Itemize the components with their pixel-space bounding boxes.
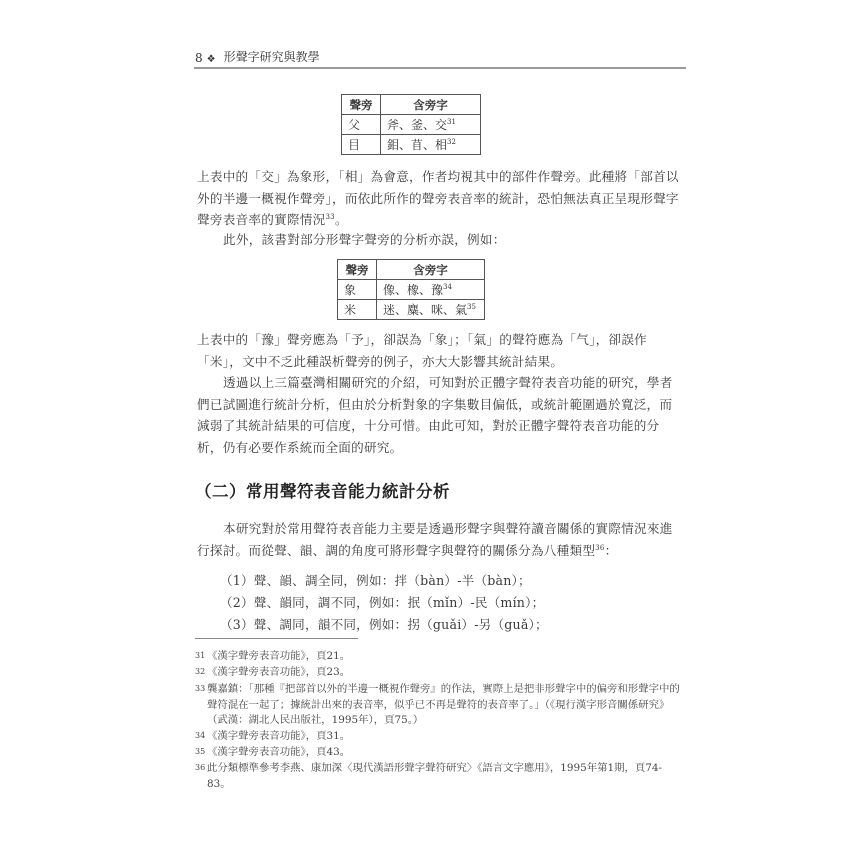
table-cell: 像、橡、豫$^{34}$ — [377, 280, 485, 300]
paragraph-5: 本研究對於常用聲符表音能力主要是透過形聲字與聲符讀音關係的實際情況來進行探討。而從聲、韻、調的角度可將形聲字與聲符的關係分為八種類型$^{36}$： — [197, 521, 673, 558]
table-row — [338, 280, 485, 300]
footnote-ref[interactable]: 34 — [443, 283, 452, 291]
paragraph-4: 透過以上三篇臺灣相關研究的介紹，可知對於正體字聲符表音功能的研究，學者們已試圖進行統計分析，但由於分析對象的字集數目偏低，或統計範圍過於寬泛，而減弱了其統計結果的可信度，十分可惜。由此可知，對於正體字聲符表音功能的分析，仍有必要作系統而全面的研究。 — [197, 375, 673, 455]
page-number: 8 — [195, 51, 203, 65]
table-header-phonetic: 聲旁 — [338, 260, 377, 280]
table-row — [342, 115, 481, 135]
footnote-text: 《漢字聲旁表音功能》，頁31。 — [207, 730, 351, 742]
list-item: （3）聲、調同，韻不同，例如：拐（guǎi）-另（guǎ）； — [220, 617, 548, 632]
book-title: 形聲字研究與教學 — [223, 50, 320, 64]
header-rule — [194, 67, 686, 69]
table-cell: 迷、麋、咪、氣$^{35}$ — [377, 300, 485, 320]
footnote-number: 31 — [195, 651, 206, 660]
footnote — [195, 745, 685, 761]
footnote-text: 此分類標準參考李燕、康加深〈現代漢語形聲字聲符研究〉《語言文字應用》，1995年第1期，頁74-83。 — [207, 762, 663, 790]
footnote — [195, 729, 685, 745]
footnote-number: 33 — [195, 684, 206, 693]
table-cell: 目 — [342, 135, 381, 155]
table-cell: 鉬、苜、相$^{32}$ — [381, 135, 481, 155]
footnote — [195, 649, 685, 665]
footnote-text: 《漢字聲旁表音功能》，頁21。 — [207, 650, 351, 662]
footnote — [195, 665, 685, 681]
list-item: （1）聲、韻、調全同，例如：拌（bàn）-半（bàn）； — [220, 573, 531, 588]
table-header-phonetic: 聲旁 — [342, 95, 381, 115]
footnote-ref[interactable]: 36 — [595, 543, 605, 552]
table-cell: 象 — [338, 280, 377, 300]
phonetic-table-2 — [337, 259, 485, 320]
table-cell: 斧、釜、交$^{31}$ — [381, 115, 481, 135]
footnote-ref[interactable]: 35 — [467, 303, 476, 311]
ornament-icon: ❖ — [206, 54, 216, 65]
table-row — [338, 300, 485, 320]
footnote-number: 35 — [195, 747, 206, 756]
footnote-number: 32 — [195, 667, 206, 676]
table-cell: 父 — [342, 115, 381, 135]
table-header-chars: 含旁字 — [377, 260, 485, 280]
footnote-ref[interactable]: 33 — [325, 212, 335, 221]
table-row — [342, 135, 481, 155]
table-header-chars: 含旁字 — [381, 95, 481, 115]
paragraph-3: 上表中的「豫」聲旁應為「予」，卻誤為「象」；「氣」的聲符應為「气」，卻誤作「米」，文中不乏此種誤析聲旁的例子，亦大大影響其統計結果。 — [197, 332, 648, 369]
footnote-text: 《漢字聲旁表音功能》，頁23。 — [207, 666, 351, 678]
paragraph-2: 此外，該書對部分形聲字聲旁的分析亦誤，例如： — [223, 232, 506, 247]
footnote — [195, 761, 685, 792]
list-item: （2）聲、韻同，調不同，例如：抿（mǐn）-民（mín）； — [220, 595, 545, 610]
footnote-ref[interactable]: 32 — [447, 138, 456, 146]
section-heading: （二）常用聲符表音能力統計分析 — [195, 482, 450, 501]
footnote-number: 34 — [195, 731, 206, 740]
footnote-ref[interactable]: 31 — [447, 118, 456, 126]
footnote-number: 36 — [195, 763, 206, 772]
footnote-text: 《漢字聲旁表音功能》，頁43。 — [207, 746, 351, 758]
footnote-text: 龔嘉鎮：「那種『把部首以外的半邊一概視作聲旁』的作法，實際上是把非形聲字中的偏旁和形聲字中的聲符混在一起了；據統計出來的表音率，似乎已不再是聲符的表音率了。」（《現行漢字形音關係研究》（武漢：湖北人民出版社，1995年），頁75。） — [207, 683, 680, 726]
footnote — [195, 682, 685, 729]
running-header — [195, 47, 685, 65]
table-cell: 米 — [338, 300, 377, 320]
phonetic-table-1 — [341, 94, 481, 155]
paragraph-1: 上表中的「交」為象形，「相」為會意，作者均視其中的部件作聲旁。此種將「部首以外的半邊一概視作聲旁」，而依此所作的聲旁表音率的統計，恐怕無法真正呈現形聲字聲旁表音率的實際情況$^{33}$。 — [197, 169, 679, 227]
footnote-rule — [195, 638, 358, 639]
